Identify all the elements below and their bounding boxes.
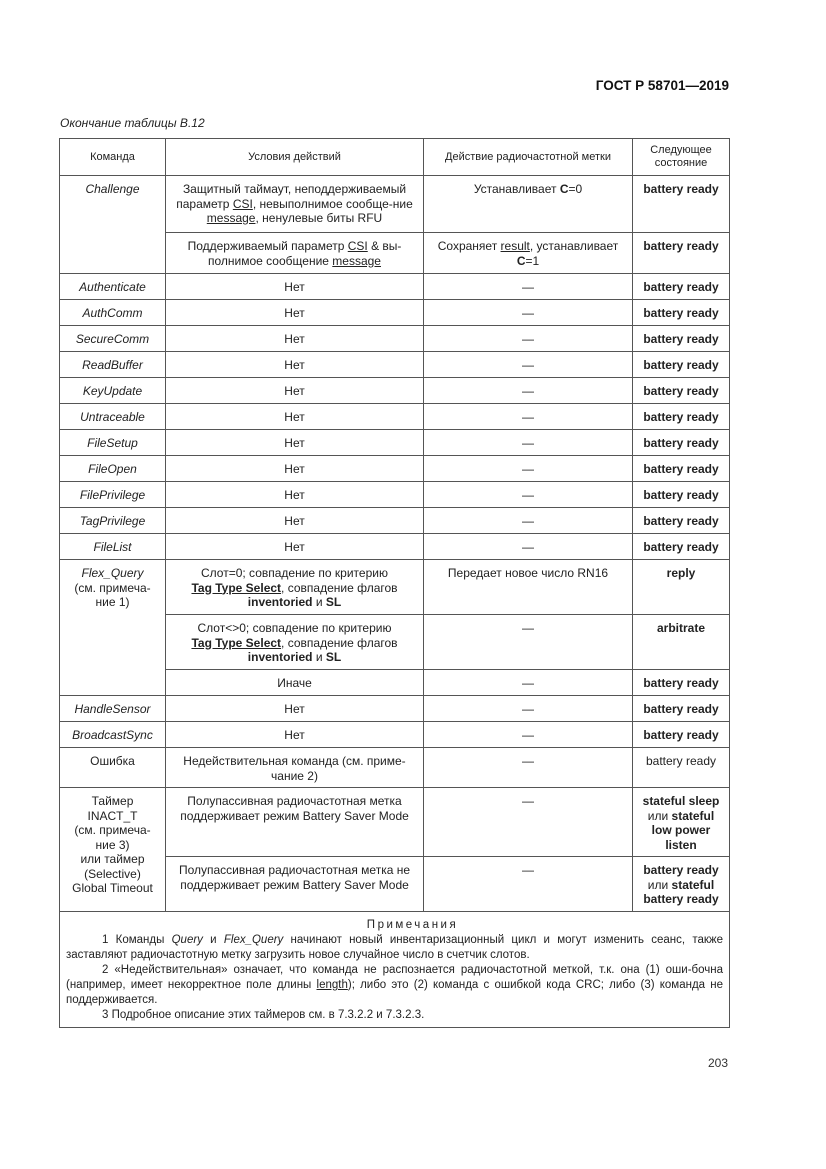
- command-cell: AuthComm: [60, 300, 166, 326]
- state-cell: battery ready: [633, 404, 730, 430]
- condition-cell: Нет: [166, 508, 424, 534]
- command-cell: TagPrivilege: [60, 508, 166, 534]
- table-row: [60, 352, 730, 378]
- table-row: [60, 456, 730, 482]
- table-row: [60, 482, 730, 508]
- command-cell: ReadBuffer: [60, 352, 166, 378]
- condition-cell: Нет: [166, 696, 424, 722]
- condition-cell: Нет: [166, 482, 424, 508]
- state-cell: battery ready: [633, 352, 730, 378]
- condition-cell: Нет: [166, 378, 424, 404]
- action-cell: Передает новое число RN16: [424, 560, 633, 615]
- condition-cell: Слот=0; совпадение по критерию Tag Type Select, совпадение флагов inventoried и SL: [166, 560, 424, 615]
- page-number: 203: [707, 1056, 728, 1070]
- table-row: [60, 722, 730, 748]
- action-cell: —: [424, 857, 633, 912]
- table-row: [60, 534, 730, 560]
- condition-cell: Поддерживаемый параметр CSI & вы-полнимое сообщение message: [166, 233, 424, 274]
- state-cell: battery ready: [633, 274, 730, 300]
- state-cell: battery ready или stateful battery ready: [633, 857, 730, 912]
- state-cell: battery ready: [633, 326, 730, 352]
- action-cell: —: [424, 326, 633, 352]
- action-cell: —: [424, 378, 633, 404]
- table-row: [60, 378, 730, 404]
- state-cell: battery ready: [633, 508, 730, 534]
- commands-table: [59, 138, 730, 1028]
- notes-row: [60, 912, 730, 1028]
- condition-cell: Нет: [166, 274, 424, 300]
- state-cell: battery ready: [633, 233, 730, 274]
- state-cell: battery ready: [633, 482, 730, 508]
- col-header-next-state: Следующее состояние: [633, 139, 730, 176]
- condition-cell: Слот<>0; совпадение по критерию Tag Type Select, совпадение флагов inventoried и SL: [166, 615, 424, 670]
- condition-cell: Нет: [166, 404, 424, 430]
- action-cell: —: [424, 696, 633, 722]
- condition-cell: Полупассивная радиочастотная метка не поддерживает режим Battery Saver Mode: [166, 857, 424, 912]
- action-cell: —: [424, 508, 633, 534]
- command-cell: Таймер INACT_T (см. примеча-ние 3) или таймер (Selective) Global Timeout: [60, 788, 166, 912]
- command-cell: FileList: [60, 534, 166, 560]
- condition-cell: Нет: [166, 430, 424, 456]
- note-3: 3 Подробное описание этих таймеров см. в 7.3.2.2 и 7.3.2.3.: [102, 1009, 425, 1021]
- action-cell: —: [424, 456, 633, 482]
- state-cell: stateful sleep или stateful low power listen: [633, 788, 730, 857]
- action-cell: —: [424, 748, 633, 788]
- standard-header: ГОСТ Р 58701—2019: [595, 78, 729, 93]
- command-cell: Ошибка: [60, 748, 166, 788]
- action-cell: —: [424, 430, 633, 456]
- condition-cell: Нет: [166, 722, 424, 748]
- note-2: 2 «Недействительная» означает, что команда не распознается радиочастотной меткой, т.к. она (1) оши-бочна (например, имеет некорректное поле длины length); либо это (2) команда с ошибкой кода CRC; либо (3) команда не поддерживается.: [66, 964, 723, 1006]
- state-cell: battery ready: [633, 670, 730, 696]
- action-cell: —: [424, 534, 633, 560]
- command-cell: BroadcastSync: [60, 722, 166, 748]
- col-header-command: Команда: [60, 139, 166, 176]
- notes-cell: [60, 912, 730, 1028]
- table-row: [60, 560, 730, 615]
- table-row: [60, 788, 730, 857]
- condition-cell: Нет: [166, 300, 424, 326]
- command-cell: FileSetup: [60, 430, 166, 456]
- notes-title: Примечания: [366, 919, 459, 931]
- state-cell: battery ready: [633, 722, 730, 748]
- condition-cell: Нет: [166, 456, 424, 482]
- table-row: [60, 300, 730, 326]
- command-cell: Untraceable: [60, 404, 166, 430]
- action-cell: —: [424, 274, 633, 300]
- action-cell: —: [424, 404, 633, 430]
- command-cell: SecureComm: [60, 326, 166, 352]
- table-row: [60, 508, 730, 534]
- state-cell: reply: [633, 560, 730, 615]
- action-cell: —: [424, 615, 633, 670]
- note-1: 1 Команды Query и Flex_Query начинают новый инвентаризационный цикл и могут изменить сеанс, также заставляют радиочастотную метку загрузить новое случайное число в счетчик слотов.: [66, 934, 723, 961]
- command-cell: Authenticate: [60, 274, 166, 300]
- condition-cell: Нет: [166, 326, 424, 352]
- table-row: [60, 748, 730, 788]
- condition-cell: Иначе: [166, 670, 424, 696]
- state-cell: battery ready: [633, 430, 730, 456]
- action-cell: —: [424, 352, 633, 378]
- table-row: [60, 176, 730, 233]
- table-header-row: [60, 139, 730, 176]
- action-cell: —: [424, 482, 633, 508]
- table-caption: Окончание таблицы В.12: [60, 116, 205, 130]
- command-cell: Challenge: [60, 176, 166, 274]
- command-cell: KeyUpdate: [60, 378, 166, 404]
- state-cell: battery ready: [633, 378, 730, 404]
- command-cell: FileOpen: [60, 456, 166, 482]
- state-cell: arbitrate: [633, 615, 730, 670]
- condition-cell: Защитный таймаут, неподдерживаемый параметр CSI, невыполнимое сообще-ние message, ненулевые биты RFU: [166, 176, 424, 233]
- col-header-conditions: Условия действий: [166, 139, 424, 176]
- command-cell: HandleSensor: [60, 696, 166, 722]
- table-row: [60, 430, 730, 456]
- col-header-action: Действие радиочастотной метки: [424, 139, 633, 176]
- state-cell: battery ready: [633, 176, 730, 233]
- action-cell: —: [424, 788, 633, 857]
- action-cell: —: [424, 670, 633, 696]
- table-row: [60, 404, 730, 430]
- state-cell: battery ready: [633, 534, 730, 560]
- state-cell: battery ready: [633, 696, 730, 722]
- table-row: [60, 326, 730, 352]
- state-cell: battery ready: [633, 748, 730, 788]
- action-cell: Сохраняет result, устанавливает C=1: [424, 233, 633, 274]
- state-cell: battery ready: [633, 456, 730, 482]
- command-cell: FilePrivilege: [60, 482, 166, 508]
- table-row: [60, 274, 730, 300]
- command-cell: Flex_Query (см. примеча-ние 1): [60, 560, 166, 696]
- table-row: [60, 696, 730, 722]
- action-cell: Устанавливает C=0: [424, 176, 633, 233]
- action-cell: —: [424, 722, 633, 748]
- state-cell: battery ready: [633, 300, 730, 326]
- condition-cell: Полупассивная радиочастотная метка поддерживает режим Battery Saver Mode: [166, 788, 424, 857]
- condition-cell: Нет: [166, 352, 424, 378]
- action-cell: —: [424, 300, 633, 326]
- condition-cell: Нет: [166, 534, 424, 560]
- condition-cell: Недействительная команда (см. приме-чание 2): [166, 748, 424, 788]
